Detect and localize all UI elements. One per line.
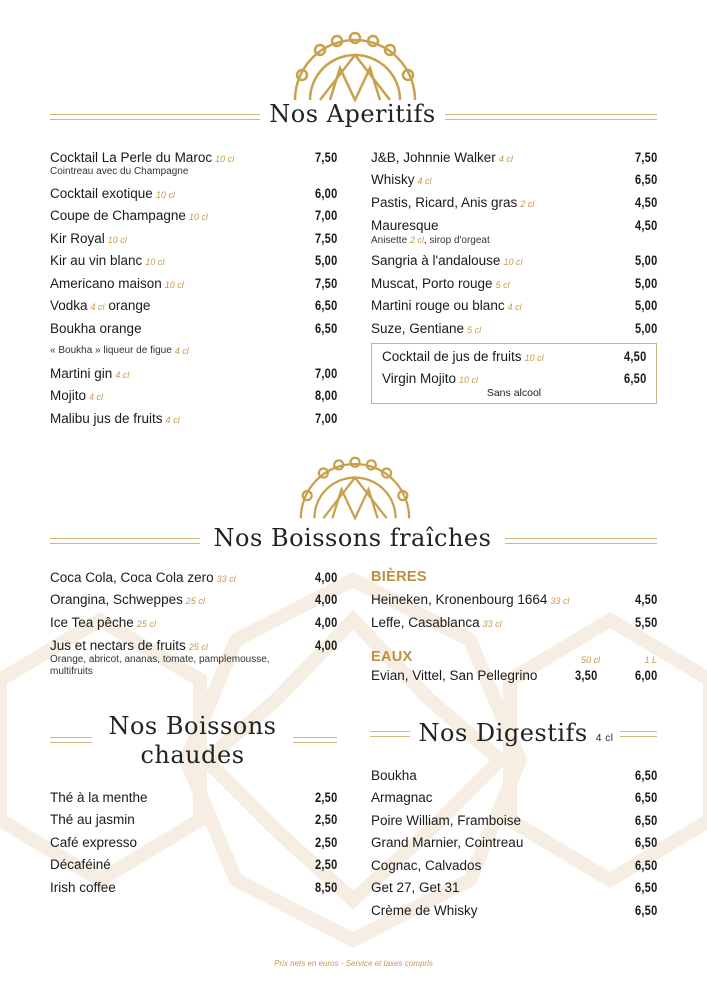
- menu-item: [50, 317, 337, 340]
- bieres-eaux-list: [371, 566, 657, 687]
- ornament-icon: [290, 30, 420, 102]
- item-name: Coupe de Champagne: [50, 208, 186, 224]
- item-price: 2,50: [314, 834, 337, 850]
- item-name-group: [50, 857, 310, 872]
- item-price: 7,00: [314, 410, 337, 426]
- item-price: 4,50: [634, 194, 657, 210]
- menu-item: [50, 340, 337, 363]
- item-name-group: [371, 172, 630, 187]
- item-name: Boukha: [371, 767, 417, 783]
- item-name: Cocktail de jus de fruits: [382, 348, 522, 364]
- menu-item: [50, 205, 337, 228]
- item-volume: 2 cl: [520, 198, 535, 209]
- item-name-group: [50, 321, 310, 336]
- menu-item: [371, 214, 657, 250]
- item-name-group: [50, 186, 310, 201]
- item-name: Thé au jasmin: [50, 812, 135, 828]
- menu-item: [371, 877, 657, 900]
- item-name: Virgin Mojito: [382, 371, 457, 387]
- item-volume: 25 cl: [136, 618, 156, 629]
- item-price: 2,50: [314, 789, 337, 805]
- item-name: Mojito: [50, 388, 87, 404]
- item-name-group: [50, 231, 310, 246]
- menu-item: [371, 191, 657, 214]
- item-name-group: [371, 813, 630, 828]
- item-volume: 33 cl: [482, 618, 502, 629]
- digestifs-list: [371, 764, 657, 922]
- item-name: Cognac, Calvados: [371, 857, 482, 873]
- item-name-group: [50, 880, 310, 895]
- item-price: 6,50: [634, 172, 657, 188]
- menu-item: [371, 764, 657, 787]
- item-volume: 4 cl: [498, 153, 513, 164]
- item-volume: 4 cl: [115, 369, 130, 380]
- item-price: 6,50: [634, 812, 657, 828]
- item-name: Martini gin: [50, 365, 113, 381]
- item-name: Coca Cola, Coca Cola zero: [50, 569, 214, 585]
- item-name: Orangina, Schweppes: [50, 592, 183, 608]
- item-name: Kir Royal: [50, 230, 105, 246]
- item-name: Poire William, Framboise: [371, 812, 522, 828]
- menu-item: [371, 899, 657, 922]
- item-name-group: [371, 615, 630, 630]
- item-name-group: [50, 388, 310, 403]
- aperitifs-right-list: [371, 146, 657, 340]
- item-volume: 25 cl: [185, 596, 205, 607]
- menu-item: [371, 272, 657, 295]
- item-name: Boukha orange: [50, 320, 142, 336]
- item-volume: 4 cl: [165, 414, 180, 425]
- item-price: 7,50: [314, 230, 337, 246]
- item-name-group: [50, 592, 310, 607]
- item-description: [50, 654, 310, 678]
- menu-item: [371, 787, 657, 810]
- item-name-group: [50, 253, 310, 268]
- title-line: Nos Boissons: [108, 712, 277, 740]
- menu-item: [50, 634, 337, 684]
- item-name: Vodka: [50, 298, 88, 314]
- item-volume: 10 cl: [155, 189, 175, 200]
- item-price: 8,50: [314, 879, 337, 895]
- item-name: Café expresso: [50, 834, 138, 850]
- section-title-aperitifs: Nos Aperitifs: [269, 100, 436, 128]
- menu-item: [50, 831, 337, 854]
- item-volume: 4 cl: [417, 176, 432, 187]
- item-name: Americano maison: [50, 275, 162, 291]
- item-name-group: [371, 276, 630, 291]
- footer-note: Prix nets en euros - Service et taxes compris: [274, 959, 433, 968]
- item-volume: 33 cl: [550, 596, 570, 607]
- item-price: 7,50: [314, 150, 337, 165]
- item-name: Get 27, Get 31: [371, 880, 460, 896]
- item-volume: 4 cl: [174, 345, 189, 356]
- item-name-group: [50, 570, 310, 585]
- item-name-group: [371, 858, 630, 873]
- item-name: J&B, Johnnie Walker: [371, 149, 496, 165]
- description-text: Cointreau avec du Champagne: [50, 166, 189, 177]
- item-price: 5,00: [634, 253, 657, 269]
- item-volume: 4 cl: [507, 302, 522, 313]
- item-name: Jus et nectars de fruits: [50, 637, 186, 653]
- title-divider: [50, 737, 92, 743]
- title-divider: [50, 114, 260, 120]
- item-name: Kir au vin blanc: [50, 253, 143, 269]
- eaux-size-50cl: 50 cl: [580, 654, 600, 665]
- title-divider: [505, 538, 657, 544]
- sans-alcool-label: Sans alcool: [486, 387, 542, 399]
- item-name: Ice Tea pêche: [50, 614, 134, 630]
- item-name-group: [371, 298, 630, 313]
- description-text: Anisette: [371, 234, 410, 246]
- eaux-size-1l: 1 L: [644, 654, 657, 665]
- item-name: Thé à la menthe: [50, 789, 148, 805]
- item-volume: 25 cl: [188, 641, 208, 652]
- item-name-group: [50, 812, 310, 827]
- item-name: Irish coffee: [50, 879, 116, 895]
- item-name-group: [50, 150, 310, 178]
- menu-item: [371, 832, 657, 855]
- item-name: Grand Marnier, Cointreau: [371, 835, 524, 851]
- item-price: 4,00: [314, 614, 337, 630]
- item-price: 4,00: [314, 637, 337, 653]
- item-volume: 10 cl: [188, 212, 208, 223]
- item-name-group: [371, 321, 630, 336]
- item-volume: 10 cl: [164, 279, 184, 290]
- description-text: Orange, abricot, ananas, tomate, pamplemousse, multifruits: [50, 653, 270, 677]
- bieres-heading: BIÈRES: [371, 569, 427, 586]
- item-name-group: [50, 298, 310, 313]
- item-price: 5,00: [634, 275, 657, 291]
- item-name-group: [371, 768, 630, 783]
- sans-alcool-box: [371, 343, 657, 404]
- item-price: 4,00: [314, 592, 337, 608]
- title-text: Nos Digestifs: [418, 719, 588, 747]
- item-price: 2,50: [314, 812, 337, 828]
- item-name: Armagnac: [371, 790, 433, 806]
- item-name-group: [50, 366, 310, 381]
- menu-item: [371, 317, 657, 340]
- item-name-group: [371, 150, 630, 165]
- menu-item: [50, 272, 337, 295]
- item-volume: 4 cl: [90, 302, 105, 313]
- item-name: Crème de Whisky: [371, 902, 478, 918]
- item-name-group: [371, 903, 630, 918]
- item-name-group: [371, 218, 630, 247]
- item-volume: 10 cl: [107, 234, 127, 245]
- item-price: 5,50: [634, 614, 657, 630]
- item-name-group: [371, 592, 630, 607]
- ornament-icon: [290, 455, 420, 520]
- eaux-heading: EAUX: [371, 648, 413, 665]
- title-divider: [50, 538, 200, 544]
- title-divider: [620, 731, 657, 737]
- item-name: Martini rouge ou blanc: [371, 298, 505, 314]
- menu-item: [371, 665, 657, 688]
- item-name-group: [371, 790, 630, 805]
- item-price: 4,50: [634, 217, 657, 233]
- title-volume: 4 cl: [595, 733, 614, 744]
- menu-item: [371, 295, 657, 318]
- section-title-fraiches: Nos Boissons fraîches: [213, 524, 492, 552]
- item-name-group: [371, 880, 630, 895]
- menu-item: [50, 385, 337, 408]
- item-price: 6,50: [634, 857, 657, 873]
- item-price: 6,50: [623, 371, 646, 387]
- item-name-group: [371, 253, 630, 268]
- menu-item: [371, 589, 657, 612]
- description-volume: 2 cl: [409, 234, 424, 245]
- item-name-group: [50, 411, 310, 426]
- item-volume: 10 cl: [215, 154, 235, 164]
- title-divider: [293, 737, 337, 743]
- item-price: 6,50: [634, 767, 657, 783]
- item-name: Pastis, Ricard, Anis gras: [371, 194, 518, 210]
- menu-item: [371, 854, 657, 877]
- description-text: , sirop d'orgeat: [423, 234, 490, 246]
- menu-item: [50, 182, 337, 205]
- title-line: chaudes: [140, 741, 245, 769]
- item-name: Mauresque: [371, 217, 439, 233]
- item-volume: 10 cl: [524, 352, 544, 363]
- item-name-group: [50, 835, 310, 850]
- item-name-group: [50, 615, 310, 630]
- item-price: 4,50: [634, 592, 657, 608]
- menu-item: [50, 295, 337, 318]
- item-name-group: [50, 276, 310, 291]
- item-price: 6,00: [314, 185, 337, 201]
- item-price: 7,50: [314, 275, 337, 291]
- item-name-group: [382, 371, 619, 386]
- section-title-digestifs: [414, 719, 618, 747]
- item-description: [371, 234, 630, 247]
- item-volume: 33 cl: [216, 573, 236, 584]
- item-name: Suze, Gentiane: [371, 320, 465, 336]
- item-price: 6,50: [314, 320, 337, 336]
- item-name: Cocktail exotique: [50, 185, 153, 201]
- item-note: « Boukha » liqueur de figue: [50, 345, 172, 357]
- item-price: 5,00: [634, 320, 657, 336]
- item-name: Whisky: [371, 172, 415, 188]
- menu-item: [50, 611, 337, 634]
- menu-item: [50, 146, 337, 182]
- item-name-group: [371, 835, 630, 850]
- item-name: Evian, Vittel, San Pellegrino: [371, 668, 538, 684]
- item-price: 6,50: [634, 880, 657, 896]
- menu-item: [50, 854, 337, 877]
- item-volume: 10 cl: [459, 375, 479, 386]
- item-name-group: [50, 790, 310, 805]
- menu-item: [371, 809, 657, 832]
- item-volume: 10 cl: [503, 257, 523, 268]
- chaudes-list: [50, 786, 337, 899]
- item-name-group: [371, 195, 630, 210]
- item-price: 6,50: [634, 790, 657, 806]
- menu-item: [371, 611, 657, 634]
- item-price: 5,00: [314, 253, 337, 269]
- menu-item: [50, 786, 337, 809]
- menu-item: [50, 407, 337, 430]
- aperitifs-left-list: [50, 146, 337, 430]
- item-description: [50, 166, 310, 178]
- item-name: Muscat, Porto rouge: [371, 275, 493, 291]
- item-name: Sangria à l'andalouse: [371, 253, 501, 269]
- menu-item: [50, 566, 337, 589]
- item-price: 7,50: [634, 149, 657, 165]
- item-volume: 10 cl: [145, 257, 165, 268]
- item-price: 6,50: [314, 298, 337, 314]
- item-volume: 5 cl: [495, 279, 510, 290]
- menu-item: [50, 227, 337, 250]
- item-name: Leffe, Casablanca: [371, 614, 480, 630]
- menu-item: [382, 345, 646, 368]
- item-name: Décaféiné: [50, 857, 111, 873]
- item-name: Heineken, Kronenbourg 1664: [371, 592, 548, 608]
- menu-item: [50, 809, 337, 832]
- title-divider: [445, 114, 657, 120]
- menu-item: [371, 250, 657, 273]
- menu-item: [371, 146, 657, 169]
- item-price: 4,00: [314, 569, 337, 585]
- item-name-suffix: orange: [108, 298, 151, 314]
- item-volume: 5 cl: [467, 324, 482, 335]
- menu-item: [371, 169, 657, 192]
- item-price: 2,50: [314, 857, 337, 873]
- item-price: 4,50: [623, 348, 646, 364]
- item-name: Malibu jus de fruits: [50, 410, 163, 426]
- item-price: 7,00: [314, 365, 337, 381]
- item-name: Cocktail La Perle du Maroc: [50, 150, 213, 165]
- item-name-group: [50, 638, 310, 678]
- menu-item: [50, 250, 337, 273]
- title-divider: [370, 731, 410, 737]
- section-title-chaudes: [92, 712, 293, 770]
- menu-item: [50, 362, 337, 385]
- item-price-1l: 6,00: [634, 668, 657, 684]
- item-price: 6,50: [634, 902, 657, 918]
- menu-item: [50, 876, 337, 899]
- item-price-50cl: 3,50: [574, 668, 598, 684]
- fraiches-list: [50, 566, 337, 684]
- item-name-group: [382, 349, 619, 364]
- item-price: 6,50: [634, 835, 657, 851]
- item-price: 7,00: [314, 208, 337, 224]
- item-volume: 4 cl: [89, 392, 104, 403]
- item-price: 8,00: [314, 388, 337, 404]
- item-price: 5,00: [634, 298, 657, 314]
- item-name-group: [50, 208, 310, 223]
- menu-item: [50, 589, 337, 612]
